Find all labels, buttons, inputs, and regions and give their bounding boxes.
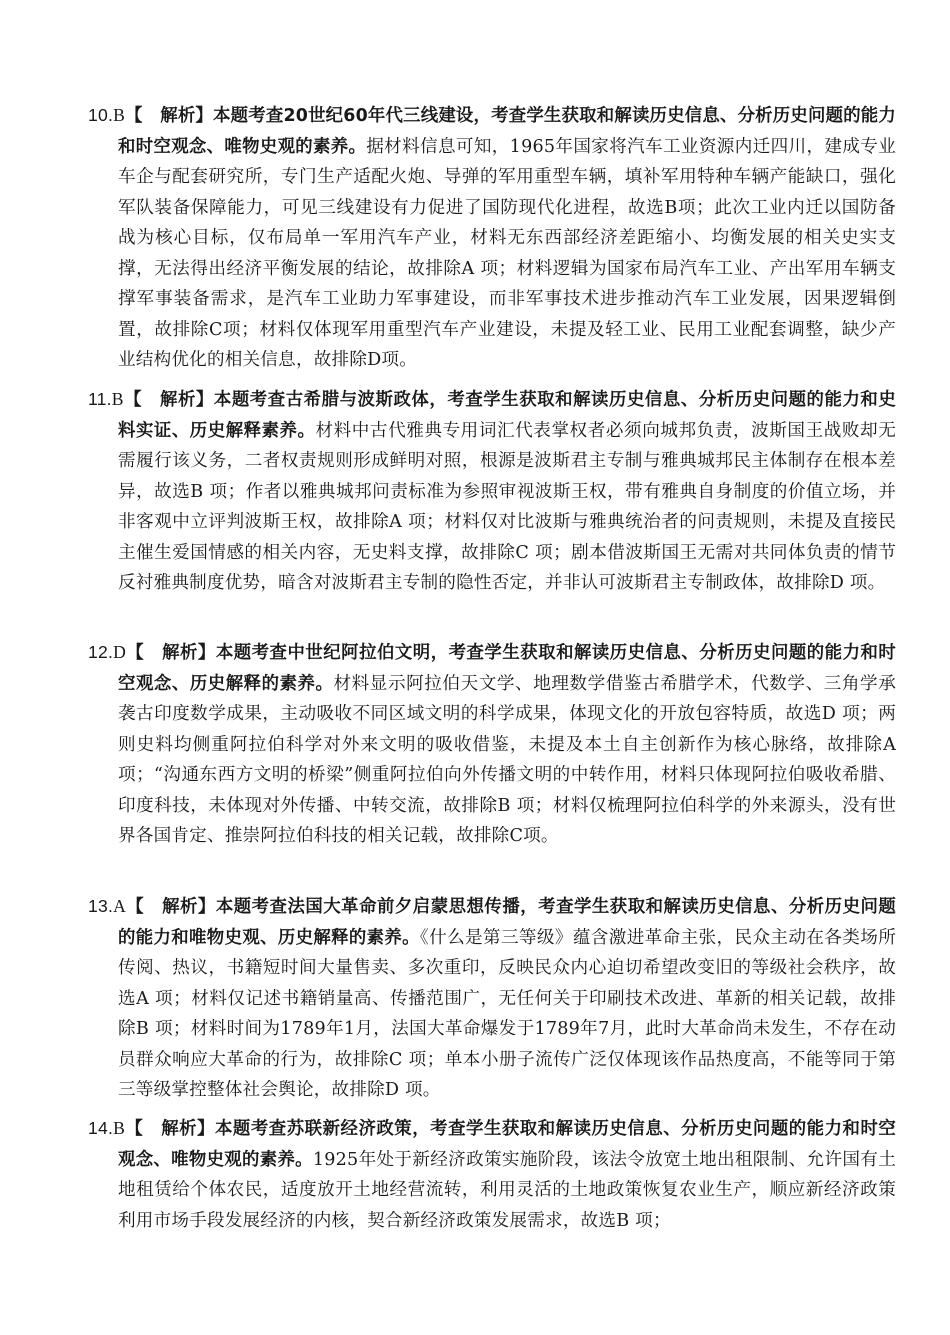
answer-number: 14. (88, 1118, 114, 1138)
analysis-lead: 本题考查20世纪60年代三线建设，考查学生获取和解读历史信息、分析历史问题的能力和时空观念、唯物史观的素养。 (118, 106, 896, 157)
answer-letter: B (113, 1118, 125, 1138)
answer-13 (88, 891, 896, 1106)
analysis-tag: 【 解析】 (125, 1119, 215, 1139)
analysis-body: 材料显示阿拉伯天文学、地理数学借鉴古希腊学术，代数学、三角学承袭古印度数学成果，主动吸收不同区域文明的科学成果，体现文化的开放包容特质，故选D 项；两则史料均侧重阿拉伯科学对外来文明的吸收借鉴，未提及本土自主创新作为核心脉络，故排除A 项；“沟通东西方文明的桥梁”侧重阿拉伯向外传播文明的中转作用，材料只体现阿拉伯吸收希腊、印度科技，未体现对外传播、中转交流，故排除B 项；材料仅梳理阿拉伯科学的外来源头，没有世界各国肯定、推崇阿拉伯科技的相关记载，故排除C项。 (118, 673, 896, 846)
answer-letter: B (113, 105, 125, 125)
analysis-body: 1925年处于新经济政策实施阶段，该法令放宽土地出租限制、允许国有土地租赁给个体农民，适度放开土地经营流转，利用灵活的土地政策恢复农业生产，顺应新经济政策利用市场手段发展经济的内核，契合新经济政策发展需求，故选B 项； (118, 1149, 897, 1231)
answer-14 (88, 1113, 896, 1236)
analysis-body: 《什么是第三等级》蕴含激进革命主张，民众主动在各类场所传阅、热议，书籍短时间大量售卖、多次重印，反映民众内心迫切希望改变旧的等级社会秩序，故选A 项；材料仅记述书籍销量高、传播范围广，无任何关于印刷技术改进、革新的相关记载，故排除B 项；材料时间为1789年1月，法国大革命爆发于1789年7月，此时大革命尚未发生，不存在动员群众响应大革命的行为，故排除C 项；单本小册子流传广泛仅体现该作品热度高，不能等同于第三等级掌控整体社会舆论，故排除D 项。 (118, 927, 896, 1100)
answer-12 (88, 637, 896, 852)
answer-number: 13. (88, 896, 114, 916)
answer-letter: D (113, 642, 126, 662)
answer-number: 11. (88, 389, 112, 409)
answer-10 (88, 100, 896, 376)
analysis-tag: 【 解析】 (125, 106, 214, 126)
answer-letter: B (111, 389, 124, 409)
answer-letter: A (113, 896, 126, 916)
analysis-lead: 本题考查法国大革命前夕启蒙思想传播，考查学生获取和解读历史信息、分析历史问题的能力和唯物史观、历史解释的素养。 (118, 897, 896, 948)
analysis-lead: 本题考查中世纪阿拉伯文明，考查学生获取和解读历史信息、分析历史问题的能力和时空观念、历史解释的素养。 (118, 643, 896, 694)
analysis-lead: 本题考查古希腊与波斯政体，考查学生获取和解读历史信息、分析历史问题的能力和史料实证、历史解释素养。 (118, 390, 896, 441)
analysis-tag: 【 解析】 (125, 643, 216, 663)
answer-number: 12. (88, 642, 114, 662)
analysis-body: 材料中古代雅典专用词汇代表掌权者必须向城邦负责，波斯国王战败却无需履行该义务，二者权责规则形成鲜明对照，根源是波斯君主专制与雅典城邦民主体制存在根本差异，故选B 项；作者以雅典城邦问责标准为参照审视波斯王权，带有雅典自身制度的价值立场，并非客观中立评判波斯王权，故排除A 项；材料仅对比波斯与雅典统治者的问责规则，未提及直接民主催生爱国情感的相关内容，无史料支撑，故排除C 项；剧本借波斯国王无需对共同体负责的情节反衬雅典制度优势，暗含对波斯君主专制的隐性否定，并非认可波斯君主专制政体，故排除D 项。 (118, 420, 896, 593)
analysis-tag: 【 解析】 (123, 390, 214, 410)
answer-11 (88, 384, 896, 599)
analysis-tag: 【 解析】 (125, 897, 216, 917)
analysis-lead: 本题考查苏联新经济政策，考查学生获取和解读历史信息、分析历史问题的能力和时空观念、唯物史观的素养。 (118, 1119, 896, 1170)
analysis-body: 据材料信息可知，1965年国家将汽车工业资源内迁四川，建成专业车企与配套研究所，专门生产适配火炮、导弹的军用重型车辆，填补军用特种车辆产能缺口，强化军队装备保障能力，可见三线建设有力促进了国防现代化进程，故选B项；此次工业内迁以国防备战为核心目标，仅布局单一军用汽车产业，材料无东西部经济差距缩小、均衡发展的相关史实支撑，无法得出经济平衡发展的结论，故排除A 项；材料逻辑为国家布局汽车工业、产出军用车辆支撑军事装备需求，是汽车工业助力军事建设，而非军事技术进步推动汽车工业发展，因果逻辑倒置，故排除C项；材料仅体现军用重型汽车产业建设，未提及轻工业、民用工业配套调整，缺少产业结构优化的相关信息，故排除D项。 (118, 136, 896, 370)
answer-number: 10. (88, 105, 114, 125)
